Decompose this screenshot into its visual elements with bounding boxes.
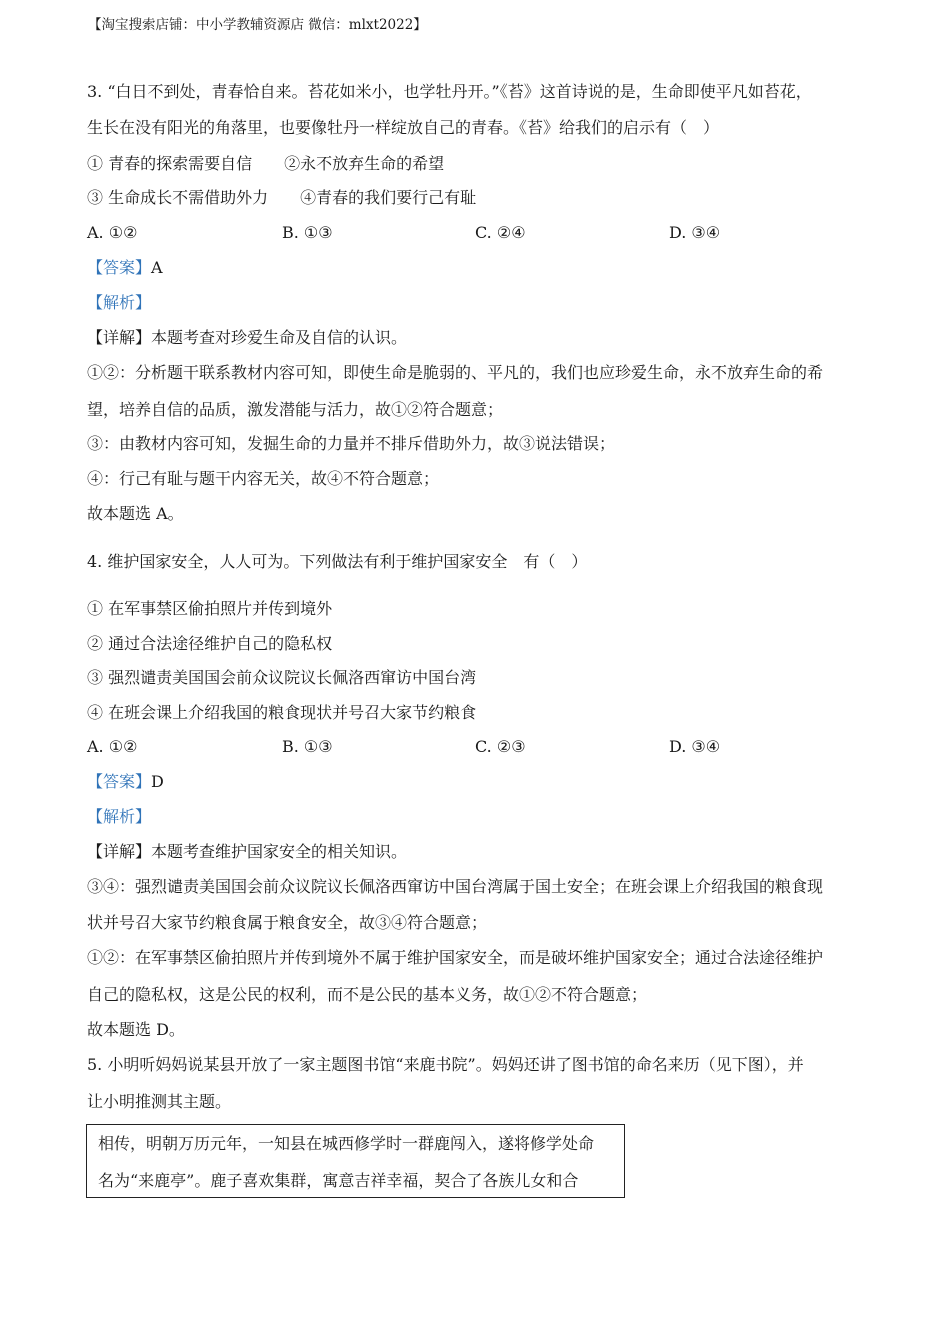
q5-stem-line-2: 让小明推测其主题。: [87, 1092, 232, 1111]
q4-item-3: ③ 强烈谴责美国国会前众议院议长佩洛西窜访中国台湾: [87, 668, 477, 687]
q4-item-1: ① 在军事禁区偷拍照片并传到境外: [87, 599, 333, 618]
q4-explanation-1a: ③④：强烈谴责美国国会前众议院议长佩洛西窜访中国台湾属于国土安全；在班会课上介绍我国的粮食现: [87, 877, 824, 896]
q3-detail: [87, 328, 407, 348]
q4-explanation-1b: 状并号召大家节约粮食属于粮食安全，故③④符合题意；: [87, 913, 488, 932]
q3-answer: [87, 258, 163, 278]
q4-answer-tag: 【答案】: [87, 772, 152, 791]
q4-option-d: D. ③④: [669, 737, 721, 756]
q4-detail-tag: 【详解】: [87, 842, 152, 861]
q4-conclusion: 故本题选 D。: [87, 1020, 185, 1039]
q3-explanation-2: ③：由教材内容可知，发掘生命的力量并不排斥借助外力，故③说法错误；: [87, 434, 616, 453]
q4-option-c: C. ②③: [475, 737, 526, 756]
q5-box-line-1: 相传，明朝万历元年，一知县在城西修学时一群鹿闯入，遂将修学处命: [98, 1134, 595, 1153]
q3-option-a: A. ①②: [87, 223, 138, 242]
q3-explanation-1a: ①②：分析题干联系教材内容可知，即使生命是脆弱的、平凡的，我们也应珍爱生命，永不放弃生命的希: [87, 363, 824, 382]
q3-option-c: C. ②④: [475, 223, 526, 242]
q3-items-line-1: ① 青春的探索需要自信 ②永不放弃生命的希望: [87, 154, 445, 173]
q5-box-line-2: 名为“来鹿亭”。鹿子喜欢集群，寓意吉祥幸福，契合了各族儿女和合: [98, 1171, 579, 1190]
q3-stem-line-2: 生长在没有阳光的角落里，也要像牡丹一样绽放自己的青春。《苔》给我们的启示有（ ）: [87, 118, 720, 137]
page-header: 【淘宝搜索店铺：中小学教辅资源店 微信：mlxt2022】: [88, 17, 427, 33]
q4-detail: [87, 842, 407, 862]
q5-story-box: [86, 1124, 625, 1198]
q4-stem: 4. 维护国家安全，人人可为。下列做法有利于维护国家安全 有（ ）: [87, 552, 588, 571]
q3-items-line-2: ③ 生命成长不需借助外力 ④青春的我们要行己有耻: [87, 188, 477, 207]
q3-option-b: B. ①③: [282, 223, 333, 242]
q3-detail-tag: 【详解】: [87, 328, 152, 347]
q3-stem-line-1: 3. “白日不到处，青春恰自来。苔花如米小，也学牡丹开。”《苔》这首诗说的是，生命即使平凡如苔花，: [87, 82, 812, 101]
q3-analysis-tag: 【解析】: [87, 293, 152, 312]
q4-explanation-2a: ①②：在军事禁区偷拍照片并传到境外不属于维护国家安全，而是破坏维护国家安全；通过合法途径维护: [87, 948, 824, 967]
q4-option-a: A. ①②: [87, 737, 138, 756]
q4-detail-text: 本题考查维护国家安全的相关知识。: [151, 842, 408, 861]
q3-answer-tag: 【答案】: [87, 258, 152, 277]
q5-stem-line-1: 5. 小明听妈妈说某县开放了一家主题图书馆“来鹿书院”。妈妈还讲了图书馆的命名来历（见下图），并: [87, 1055, 804, 1074]
q4-explanation-2b: 自己的隐私权，这是公民的权利，而不是公民的基本义务，故①②不符合题意；: [87, 985, 648, 1004]
q3-explanation-3: ④：行己有耻与题干内容无关，故④不符合题意；: [87, 469, 440, 488]
q3-detail-text: 本题考查对珍爱生命及自信的认识。: [151, 328, 408, 347]
q3-option-d: D. ③④: [669, 223, 721, 242]
q4-item-2: ② 通过合法途径维护自己的隐私权: [87, 634, 333, 653]
q3-conclusion: 故本题选 A。: [87, 504, 184, 523]
q4-option-b: B. ①③: [282, 737, 333, 756]
q4-item-4: ④ 在班会课上介绍我国的粮食现状并号召大家节约粮食: [87, 703, 477, 722]
q3-answer-value: A: [151, 258, 163, 277]
q3-explanation-1b: 望，培养自信的品质，激发潜能与活力，故①②符合题意；: [87, 400, 504, 419]
q4-answer-value: D: [151, 772, 164, 791]
q4-answer: [87, 772, 164, 792]
q4-analysis-tag: 【解析】: [87, 807, 152, 826]
